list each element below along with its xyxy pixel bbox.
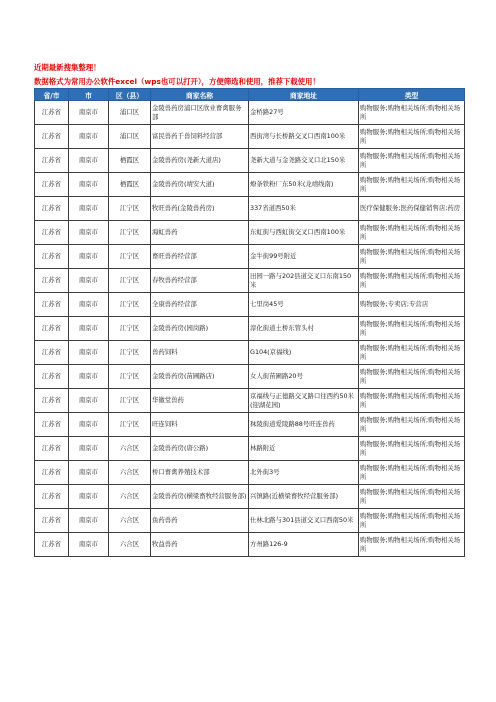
district-cell: 江宁区 [109,221,151,245]
merchant-address-cell: 燎条铁粉厂东50米(龙靖线南) [249,173,359,197]
header-merchant-address: 商家地址 [249,89,359,101]
merchant-name-cell: 牧旺兽药(金陵兽药房) [151,197,249,221]
district-cell: 江宁区 [109,269,151,293]
province-cell: 江苏省 [35,485,69,509]
province-cell: 江苏省 [35,365,69,389]
merchant-name-cell: 金陵兽药房浦口区欣业畜禽服务部 [151,101,249,125]
district-cell: 江宁区 [109,293,151,317]
city-cell: 南京市 [69,509,109,533]
province-cell: 江苏省 [35,221,69,245]
table-row [35,269,465,293]
province-cell: 江苏省 [35,509,69,533]
district-cell: 江宁区 [109,389,151,413]
province-cell: 江苏省 [35,173,69,197]
type-cell: 购物服务;购物相关场所;购物相关场所 [359,341,465,365]
district-cell: 江宁区 [109,245,151,269]
type-cell: 购物服务;购物相关场所;购物相关场所 [359,317,465,341]
district-cell: 江宁区 [109,365,151,389]
city-cell: 南京市 [69,149,109,173]
district-cell: 浦口区 [109,125,151,149]
type-cell: 购物服务;购物相关场所;购物相关场所 [359,269,465,293]
table-header-row [35,89,465,101]
merchant-address-cell: 京福线与正德路交叉路口往西约50米(迎湖花园) [249,389,359,413]
merchant-address-cell: 方州路126-9 [249,533,359,557]
province-cell: 江苏省 [35,125,69,149]
district-cell: 六合区 [109,485,151,509]
city-cell: 南京市 [69,125,109,149]
merchant-table [34,88,465,557]
merchant-name-cell: 海虹兽药 [151,221,249,245]
province-cell: 江苏省 [35,341,69,365]
city-cell: 南京市 [69,101,109,125]
merchant-name-cell: 华徽堂兽药 [151,389,249,413]
type-cell: 购物服务;购物相关场所;购物相关场所 [359,221,465,245]
city-cell: 南京市 [69,245,109,269]
notice-line-1: 近期最新搜集整理！ [34,63,101,72]
province-cell: 江苏省 [35,245,69,269]
type-cell: 购物服务;购物相关场所;购物相关场所 [359,461,465,485]
merchant-address-cell: 林路附近 [249,437,359,461]
district-cell: 六合区 [109,533,151,557]
merchant-address-cell: G104(京福线) [249,341,359,365]
header-city: 市 [69,89,109,101]
merchant-name-cell: 桥口畜禽养殖技术部 [151,461,249,485]
type-cell: 购物服务;购物相关场所;购物相关场所 [359,125,465,149]
table-row [35,437,465,461]
table-row [35,173,465,197]
province-cell: 江苏省 [35,461,69,485]
district-cell: 六合区 [109,509,151,533]
merchant-address-cell: 兴镇路(近横梁畜牧经营服务部) [249,485,359,509]
merchant-name-cell: 鱼药兽药 [151,509,249,533]
district-cell: 浦口区 [109,101,151,125]
table-row [35,413,465,437]
district-cell: 六合区 [109,461,151,485]
merchant-name-cell: 牧益兽药 [151,533,249,557]
type-cell: 购物服务;购物相关场所;购物相关场所 [359,509,465,533]
city-cell: 南京市 [69,293,109,317]
notice-line-2: 数据格式为常用办公软件excel（wps也可以打开），方便筛选和使用，推荐下载使用！ [34,77,320,86]
merchant-name-cell: 金陵兽药房(园岗路) [151,317,249,341]
table-row [35,509,465,533]
merchant-name-cell: 金陵兽药房(靖安大道) [151,173,249,197]
district-cell: 栖霞区 [109,149,151,173]
district-cell: 江宁区 [109,317,151,341]
type-cell: 购物服务;专卖店;专营店 [359,293,465,317]
table-row [35,317,465,341]
type-cell: 购物服务;购物相关场所;购物相关场所 [359,485,465,509]
table-row [35,533,465,557]
province-cell: 江苏省 [35,149,69,173]
type-cell: 购物服务;购物相关场所;购物相关场所 [359,437,465,461]
province-cell: 江苏省 [35,389,69,413]
city-cell: 南京市 [69,221,109,245]
type-cell: 购物服务;购物相关场所;购物相关场所 [359,245,465,269]
province-cell: 江苏省 [35,317,69,341]
merchant-address-cell: 女人街苗圃路20号 [249,365,359,389]
city-cell: 南京市 [69,389,109,413]
table-row [35,389,465,413]
province-cell: 江苏省 [35,101,69,125]
merchant-address-cell: 金牛街99号附近 [249,245,359,269]
city-cell: 南京市 [69,341,109,365]
merchant-address-cell: 仕林北路与301县道交叉口西南50米 [249,509,359,533]
city-cell: 南京市 [69,533,109,557]
district-cell: 江宁区 [109,413,151,437]
table-row [35,245,465,269]
merchant-name-cell: 兽药饲料 [151,341,249,365]
city-cell: 南京市 [69,269,109,293]
table-body [35,101,465,557]
table-row [35,461,465,485]
province-cell: 江苏省 [35,269,69,293]
province-cell: 江苏省 [35,533,69,557]
merchant-name-cell: 金陵兽药房(唐公路) [151,437,249,461]
merchant-name-cell: 金陵兽药房(尧新大道店) [151,149,249,173]
merchant-name-cell: 金陵兽药房(横梁畜牧经营服务部) [151,485,249,509]
city-cell: 南京市 [69,485,109,509]
type-cell: 购物服务;购物相关场所;购物相关场所 [359,149,465,173]
city-cell: 南京市 [69,197,109,221]
district-cell: 六合区 [109,437,151,461]
merchant-address-cell: 337省道西50米 [249,197,359,221]
province-cell: 江苏省 [35,293,69,317]
city-cell: 南京市 [69,365,109,389]
province-cell: 江苏省 [35,413,69,437]
type-cell: 医疗保健服务;医药保健销售店;药房 [359,197,465,221]
table-row [35,485,465,509]
table-row [35,197,465,221]
header-district: 区（县） [109,89,151,101]
city-cell: 南京市 [69,317,109,341]
province-cell: 江苏省 [35,197,69,221]
district-cell: 栖霞区 [109,173,151,197]
type-cell: 购物服务;购物相关场所;购物相关场所 [359,173,465,197]
province-cell: 江苏省 [35,437,69,461]
type-cell: 购物服务;购物相关场所;购物相关场所 [359,533,465,557]
table-row [35,149,465,173]
merchant-address-cell: 淳化街道土桥东管头村 [249,317,359,341]
merchant-address-cell: 北外街3号 [249,461,359,485]
district-cell: 江宁区 [109,197,151,221]
merchant-address-cell: 七里岗45号 [249,293,359,317]
table-row [35,101,465,125]
table-row [35,341,465,365]
merchant-address-cell: 秣陵街道爱陵路88号旺连兽药 [249,413,359,437]
table-row [35,365,465,389]
merchant-address-cell: 田园一路与202县道交叉口东南150米 [249,269,359,293]
type-cell: 购物服务;购物相关场所;购物相关场所 [359,101,465,125]
type-cell: 购物服务;购物相关场所;购物相关场所 [359,365,465,389]
merchant-address-cell: 尧新大道与金尧路交叉口北150米 [249,149,359,173]
header-type: 类型 [359,89,465,101]
merchant-name-cell: 旺连饲料 [151,413,249,437]
type-cell: 购物服务;购物相关场所;购物相关场所 [359,413,465,437]
merchant-name-cell: 全康兽药经营部 [151,293,249,317]
table-row [35,293,465,317]
merchant-address-cell: 东虹街与西虹街交叉口西南100米 [249,221,359,245]
city-cell: 南京市 [69,437,109,461]
merchant-address-cell: 金桥路27号 [249,101,359,125]
type-cell: 购物服务;购物相关场所;购物相关场所 [359,389,465,413]
merchant-name-cell: 金陵兽药房(苗圃路店) [151,365,249,389]
city-cell: 南京市 [69,173,109,197]
table-row [35,221,465,245]
district-cell: 江宁区 [109,341,151,365]
merchant-name-cell: 畜旺兽药经营部 [151,245,249,269]
header-merchant-name: 商家名称 [151,89,249,101]
merchant-address-cell: 西街湾与长桥路交叉口西南100米 [249,125,359,149]
city-cell: 南京市 [69,461,109,485]
header-province: 省/市 [35,89,69,101]
table-row [35,125,465,149]
merchant-name-cell: 富民兽药千兽饲料经营部 [151,125,249,149]
merchant-name-cell: 春牧兽药经营部 [151,269,249,293]
city-cell: 南京市 [69,413,109,437]
